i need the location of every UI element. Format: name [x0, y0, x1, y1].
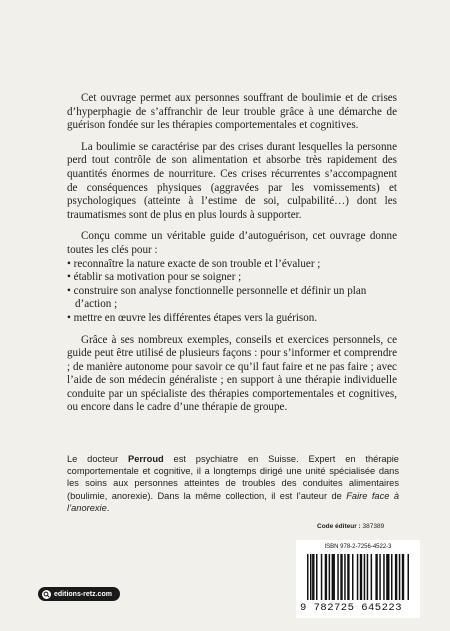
list-item: • mettre en œuvre les différentes étapes vers la guérison.: [67, 311, 318, 324]
author-name: Perroud: [128, 454, 164, 464]
publisher-code: [317, 523, 417, 530]
author-bio: [67, 453, 399, 514]
search-icon: [42, 590, 51, 599]
publisher-link[interactable]: [38, 587, 120, 601]
publisher-code-value: 387389: [362, 523, 385, 530]
bio-suffix: .: [106, 502, 110, 513]
barcode-image: [306, 554, 410, 600]
description-block: [67, 92, 397, 423]
list-item: • établir sa motivation pour se soigner ;: [67, 271, 242, 284]
ean-digits: 9 782725 645223: [300, 602, 403, 614]
description-paragraph-3: Conçu comme un véritable guide d’autoguérison, cet ouvrage donne toutes les clés pour :: [67, 230, 397, 256]
publisher-website: editions-retz.com: [54, 590, 112, 598]
description-paragraph-2: La boulimie se caractérise par des crises durant lesquelles la personne perd tout contrôle de son alimentation et absorbe très rapidement des quantités énormes de nourriture. Ces crises récurrentes s’accompagnent de conséquences physiques (aggravées par les vomissements) et psychologiques (atteinte à l’estime de soi, culpabilité…) dont les traumatismes sont de plus en plus lourds à supporter.: [67, 140, 397, 221]
related-book-title: Faire face à l’anorexie: [67, 490, 399, 513]
bio-prefix: Le docteur: [67, 454, 129, 464]
barcode-panel: [296, 540, 420, 618]
description-paragraph-4: Grâce à ses nombreux exemples, conseils et exercices personnels, ce guide peut être utilisé de plusieurs façons : pour s’informer et comprendre ; de manière autonome pour savoir ce qu’il faut faire et ne pas faire ; avec l’aide de son médecin généraliste ; en support à une thérapie individuelle conduite par un spécialiste des thérapies comportementales et cognitives, ou encore dans le cadre d’une thérapie de groupe.: [67, 333, 397, 414]
description-paragraph-1: Cet ouvrage permet aux personnes souffrant de boulimie et de crises d’hyperphagie de s’affranchir de leur trouble grâce à une démarche de guérison fondée sur les thérapies comportementales et cognitives.: [67, 92, 397, 132]
publisher-code-label: Code éditeur :: [317, 523, 361, 530]
list-item: • construire son analyse fonctionnelle personnelle et définir un plan d’action ;: [67, 284, 367, 311]
list-item: • reconnaître la nature exacte de son trouble et l’évaluer ;: [67, 257, 321, 270]
isbn-text: ISBN 978-2-7256-4522-3: [324, 544, 392, 550]
bio-text: est psychiatre en Suisse. Expert en thérapie comportementale et cognitive, il a longtemps dirigé une unité spécialisée dans les soins aux personnes atteintes de troubles des conduites alimentaires (boulimie, anorexie). Dans la même collection, il est l’auteur de: [67, 454, 399, 501]
key-points-list: [67, 258, 397, 326]
